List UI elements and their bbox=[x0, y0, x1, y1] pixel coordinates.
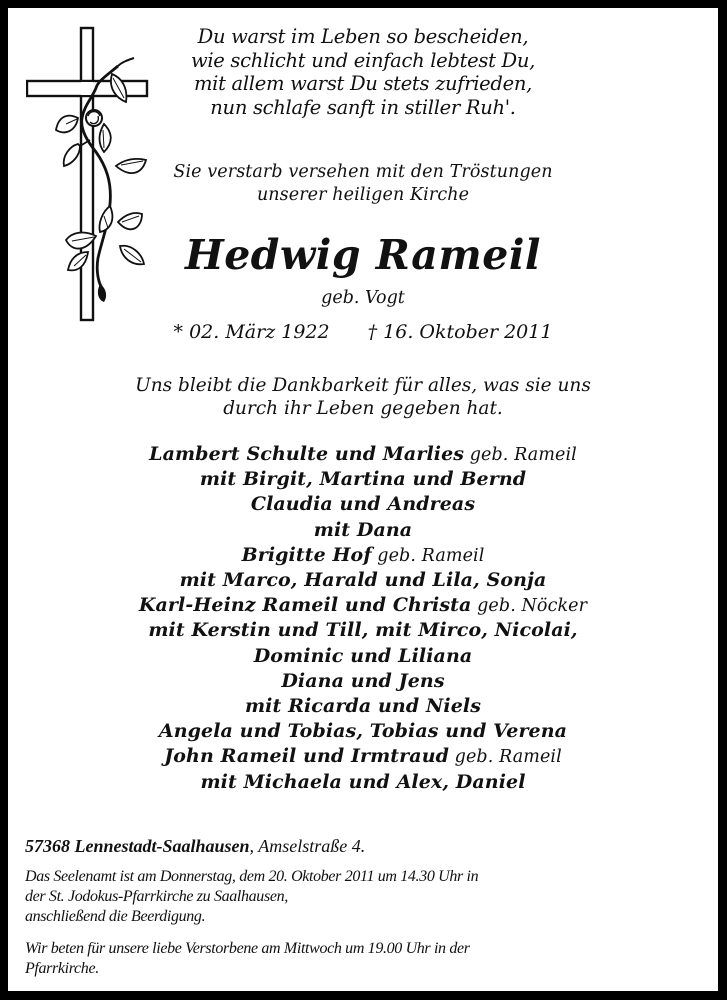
maiden-name: geb. Vogt bbox=[321, 288, 405, 308]
requiem-line: anschließend die Beerdigung. bbox=[25, 908, 206, 925]
deceased-name: Hedwig Rameil bbox=[184, 231, 541, 279]
mourners-list bbox=[108, 442, 618, 795]
church-note-line: unserer heiligen Kirche bbox=[256, 185, 470, 205]
poem-verse bbox=[108, 25, 618, 119]
verse-line: Du warst im Leben so bescheiden, bbox=[197, 25, 529, 48]
thanks-line: Uns bleibt die Dankbarkeit für alles, was sie uns bbox=[135, 375, 591, 396]
requiem-line: Das Seelenamt ist am Donnerstag, dem 20. Oktober 2011 um 14.30 Uhr in bbox=[25, 868, 479, 885]
mourner-line: mit Ricarda und Niels bbox=[244, 695, 482, 718]
church-note bbox=[108, 161, 618, 207]
address-street: , Amselstraße 4. bbox=[249, 836, 366, 856]
prayer-line: Wir beten für unsere liebe Verstorbene am Mittwoch um 19.00 Uhr in der bbox=[25, 940, 470, 957]
thanks-line: durch ihr Leben gegeben hat. bbox=[223, 398, 503, 419]
mourner-line: mit Kerstin und Till, mit Mirco, Nicolai, bbox=[148, 619, 578, 642]
mourner-line: Brigitte Hof geb. Rameil bbox=[241, 543, 485, 566]
mourner-line: mit Michaela und Alex, Daniel bbox=[200, 770, 526, 793]
mourner-line: Lambert Schulte und Marlies geb. Rameil bbox=[149, 443, 577, 465]
verse-line: nun schlafe sanft in stiller Ruh'. bbox=[210, 95, 516, 119]
mourner-line: Dominic und Liliana bbox=[253, 644, 473, 667]
birth-date: * 02. März 1922 bbox=[173, 321, 330, 343]
requiem-info bbox=[25, 867, 715, 927]
mourner-line: mit Marco, Harald und Lila, Sonja bbox=[179, 569, 547, 592]
verse-line: mit allem warst Du stets zufrieden, bbox=[193, 72, 532, 95]
mourner-line: Karl-Heinz Rameil und Christa geb. Nöcker bbox=[138, 594, 588, 617]
verse-line: wie schlicht und einfach lebtest Du, bbox=[190, 48, 536, 72]
mourner-line: John Rameil und Irmtraud geb. Rameil bbox=[164, 745, 562, 768]
life-dates bbox=[108, 320, 618, 344]
mourner-line: Angela und Tobias, Tobias und Verena bbox=[158, 720, 568, 743]
thanks-message bbox=[108, 374, 618, 420]
obituary-notice bbox=[8, 8, 718, 991]
mourner-line: Claudia und Andreas bbox=[250, 493, 476, 516]
mourner-line: mit Birgit, Martina und Bernd bbox=[199, 468, 527, 491]
mourner-line: mit Dana bbox=[313, 518, 413, 541]
requiem-line: der St. Jodokus-Pfarrkirche zu Saalhausen, bbox=[25, 888, 288, 905]
mourner-line: Diana und Jens bbox=[281, 669, 445, 692]
prayer-line: Pfarrkirche. bbox=[25, 960, 99, 977]
prayer-info bbox=[25, 939, 715, 979]
church-note-line: Sie verstarb versehen mit den Tröstungen bbox=[173, 162, 553, 182]
address-city: 57368 Lennestadt-Saalhausen bbox=[25, 836, 250, 856]
death-date: † 16. Oktober 2011 bbox=[367, 321, 553, 343]
family-address bbox=[25, 834, 715, 858]
